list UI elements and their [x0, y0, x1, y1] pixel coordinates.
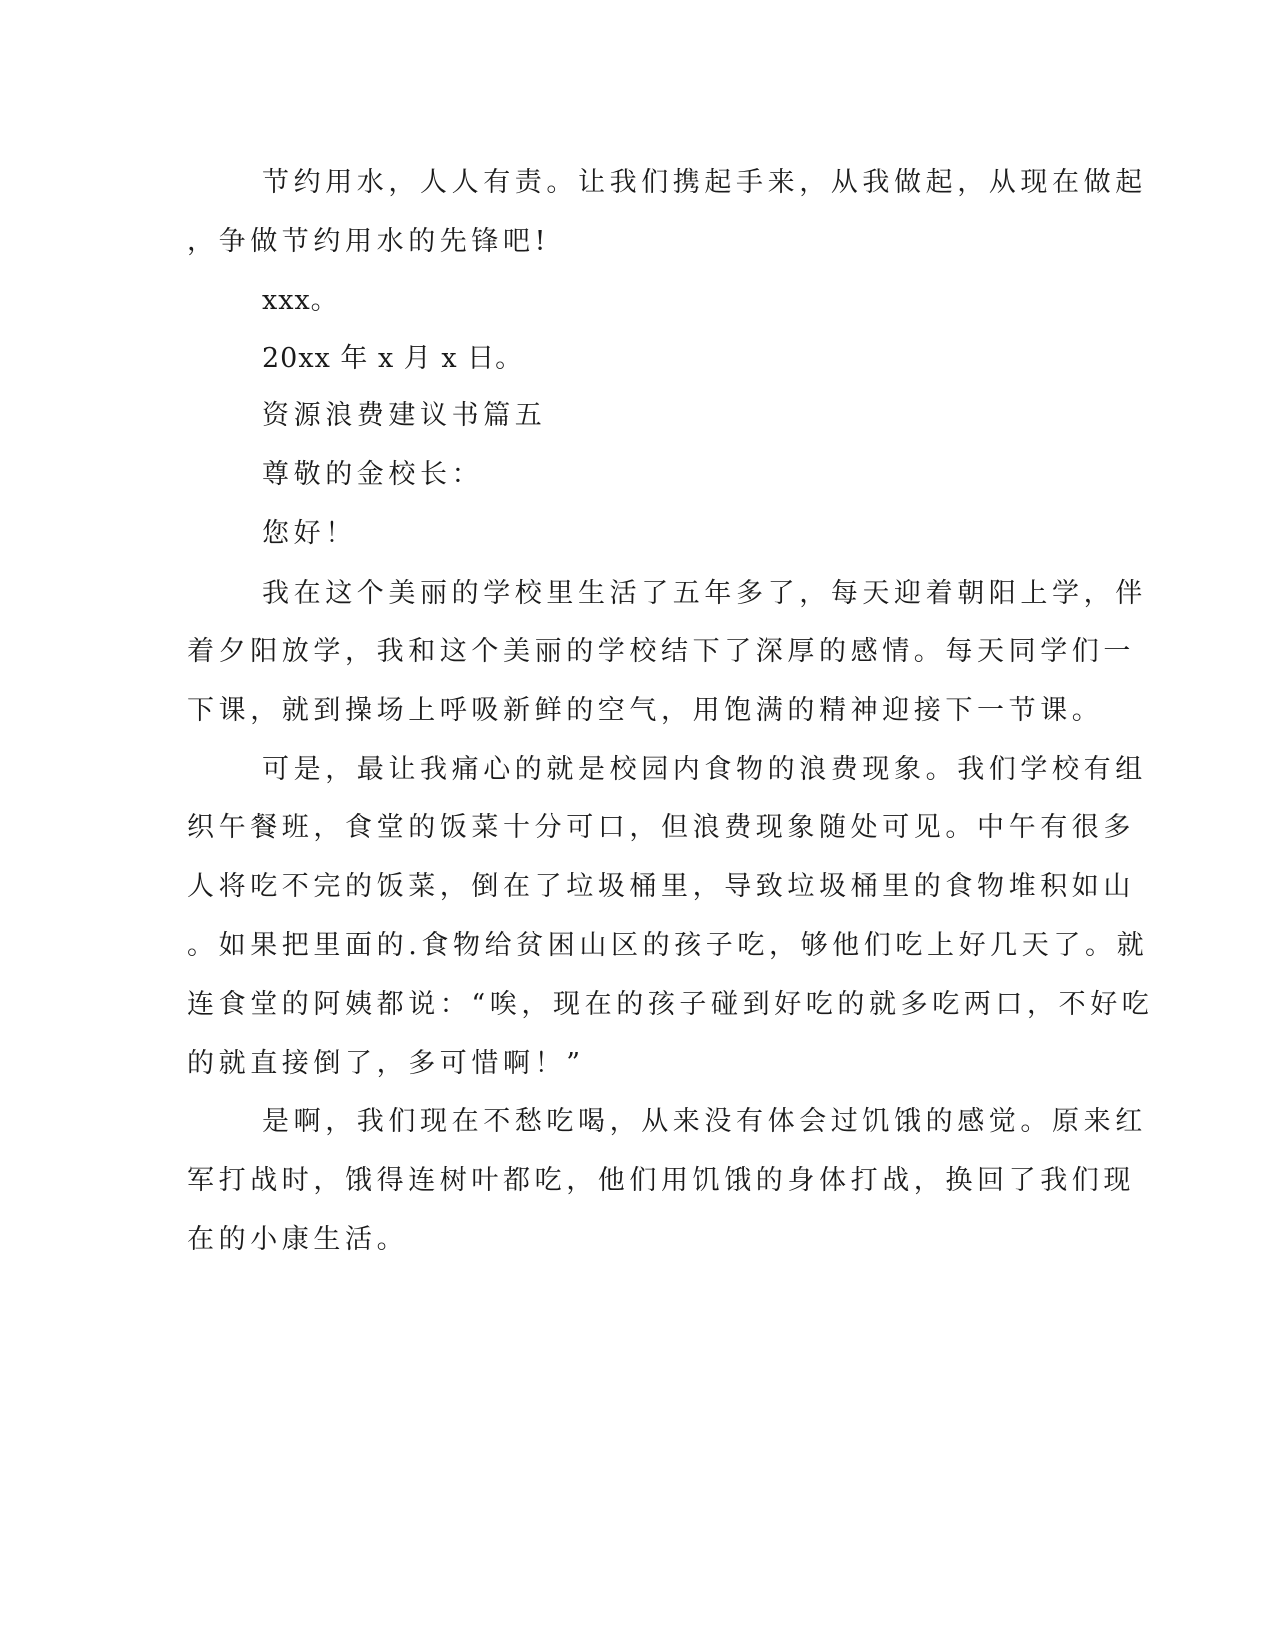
text-line: 连食堂的阿姨都说：“唉，现在的孩子碰到好吃的就多吃两口，不好吃	[187, 989, 1154, 1020]
greeting: 您好！	[262, 518, 357, 549]
text-line: 下课，就到操场上呼吸新鲜的空气，用饱满的精神迎接下一节课。	[187, 695, 1104, 726]
text-line: 着夕阳放学，我和这个美丽的学校结下了深厚的感情。每天同学们一	[187, 636, 1135, 667]
text-line: 人将吃不完的饭菜，倒在了垃圾桶里，导致垃圾桶里的食物堆积如山	[187, 871, 1135, 902]
text-line: ，争做节约用水的先锋吧!	[187, 226, 551, 257]
date-line: 20xx 年 x 月 x 日。	[262, 343, 524, 374]
text-line: 可是，最让我痛心的就是校园内食物的浪费现象。我们学校有组	[262, 754, 1147, 785]
section-title: 资源浪费建议书篇五	[262, 400, 547, 431]
text-line: 我在这个美丽的学校里生活了五年多了，每天迎着朝阳上学，伴	[262, 578, 1147, 609]
salutation: 尊敬的金校长：	[262, 459, 484, 490]
signature-line: xxx。	[262, 285, 339, 316]
text-line: 在的小康生活。	[187, 1224, 409, 1255]
text-line: 织午餐班，食堂的饭菜十分可口，但浪费现象随处可见。中午有很多	[187, 812, 1135, 843]
text-line: 的就直接倒了，多可惜啊！”	[187, 1048, 585, 1079]
text-line: 。如果把里面的.食物给贫困山区的孩子吃，够他们吃上好几天了。就	[187, 930, 1149, 961]
text-line: 节约用水，人人有责。让我们携起手来，从我做起，从现在做起	[262, 167, 1147, 198]
text-line: 军打战时，饿得连树叶都吃，他们用饥饿的身体打战，换回了我们现	[187, 1165, 1135, 1196]
text-line: 是啊，我们现在不愁吃喝，从来没有体会过饥饿的感觉。原来红	[262, 1106, 1147, 1137]
